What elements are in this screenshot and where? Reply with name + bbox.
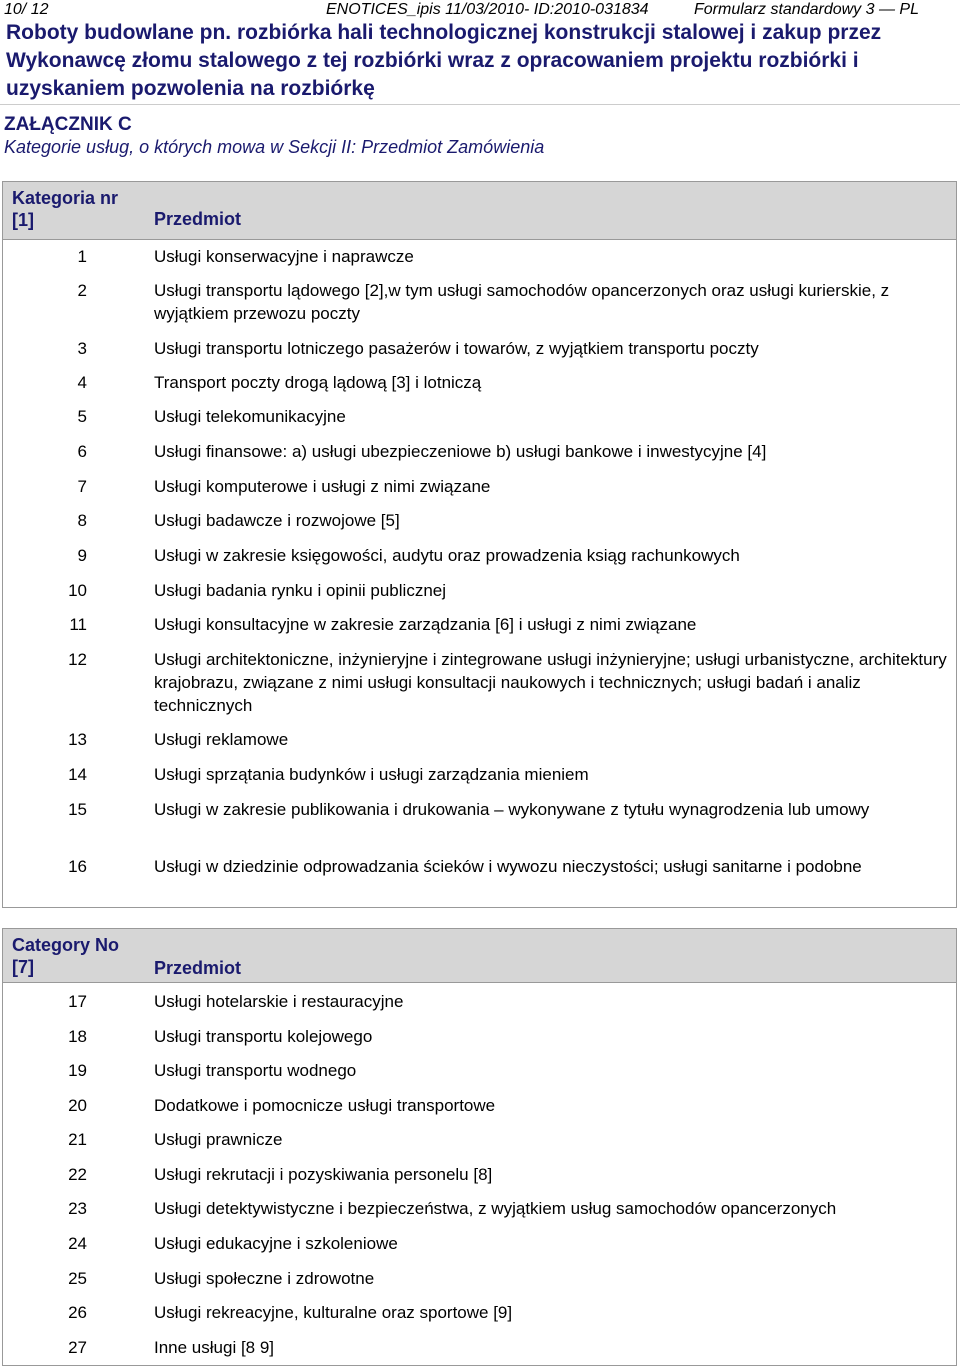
category-number: 23: [68, 1199, 87, 1218]
category-number: 12: [68, 650, 87, 669]
category-description: Usługi detektywistyczne i bezpieczeństwa, z wyjątkiem usług samochodów opancerzonych: [154, 1199, 837, 1218]
page-number: 10/ 12: [4, 1, 49, 18]
category-number: 1: [77, 247, 87, 266]
category-number: 26: [68, 1303, 87, 1322]
category-description: Usługi badawcze i rozwojowe [5]: [154, 511, 400, 530]
category-description: Usługi sprzątania budynków i usługi zarządzania mieniem: [154, 765, 589, 784]
category-description: Dodatkowe i pomocnicze usługi transportowe: [154, 1096, 496, 1115]
category-description: Usługi rekreacyjne, kulturalne oraz sportowe [9]: [154, 1303, 513, 1322]
category-number: 14: [68, 765, 87, 784]
table-header: [3, 929, 956, 983]
category-description: Usługi w dziedzinie odprowadzania ścieków i wywozu nieczystości; usługi sanitarne i podobne: [154, 857, 862, 876]
category-number: 4: [77, 373, 87, 392]
category-description: Usługi badania rynku i opinii publicznej: [154, 581, 447, 600]
category-number: 19: [68, 1061, 87, 1080]
category-description: Usługi transportu lotniczego pasażerów i towarów, z wyjątkiem transportu poczty: [154, 339, 759, 358]
category-number: 8: [77, 511, 87, 530]
category-number: 25: [68, 1269, 87, 1288]
meta-line: [0, 0, 960, 20]
category-number: 15: [68, 800, 87, 819]
column-header-subject: Przedmiot: [154, 958, 242, 978]
category-number: 27: [68, 1338, 87, 1357]
table-header: [3, 182, 956, 240]
category-number: 9: [77, 546, 87, 565]
document-title: Roboty budowlane pn. rozbiórka hali technologicznej konstrukcji stalowej i zakup przez Wykonawcę złomu stalowego z tej rozbiórki wraz z opracowaniem projektu rozbiórki i uzyskaniem pozwolenia na rozbiórkę: [6, 21, 882, 100]
page-header: [0, 0, 960, 105]
category-number: 16: [68, 857, 87, 876]
form-name: Formularz standardowy 3 — PL: [694, 1, 919, 18]
category-description: Usługi hotelarskie i restauracyjne: [154, 992, 404, 1011]
category-description: Usługi w zakresie księgowości, audytu oraz prowadzenia ksiąg rachunkowych: [154, 546, 740, 565]
category-number: 17: [68, 992, 87, 1011]
category-number: 13: [68, 730, 87, 749]
column-header-category: Category No [7]: [12, 935, 120, 977]
category-description: Usługi rekrutacji i pozyskiwania personelu [8]: [154, 1165, 493, 1184]
category-description: Usługi społeczne i zdrowotne: [154, 1269, 375, 1288]
column-header-subject: Przedmiot: [154, 209, 242, 229]
category-number: 10: [68, 581, 87, 600]
category-table-1: [2, 181, 957, 908]
category-description: Usługi w zakresie publikowania i drukowania – wykonywane z tytułu wynagrodzenia lub umowy: [154, 800, 870, 819]
category-table-2: [2, 928, 957, 1366]
category-number: 22: [68, 1165, 87, 1184]
category-description: Usługi prawnicze: [154, 1130, 283, 1149]
category-description: Usługi konserwacyjne i naprawcze: [154, 247, 414, 266]
notice-id: ENOTICES_ipis 11/03/2010- ID:2010-031834: [326, 1, 649, 18]
annex-subtitle: Kategorie usług, o których mowa w Sekcji II: Przedmiot Zamówienia: [4, 137, 545, 157]
category-description: Usługi reklamowe: [154, 730, 289, 749]
category-description: Inne usługi [8 9]: [154, 1338, 275, 1357]
category-number: 18: [68, 1027, 87, 1046]
annex-title: ZAŁĄCZNIK C: [4, 114, 132, 135]
category-description: Usługi edukacyjne i szkoleniowe: [154, 1234, 398, 1253]
category-description: Usługi transportu wodnego: [154, 1061, 357, 1080]
category-number: 2: [77, 281, 87, 300]
category-number: 6: [77, 442, 87, 461]
category-description: Usługi transportu kolejowego: [154, 1027, 373, 1046]
category-number: 7: [77, 477, 87, 496]
category-number: 11: [69, 615, 87, 634]
category-number: 20: [68, 1096, 87, 1115]
category-description: Usługi finansowe: a) usługi ubezpieczeniowe b) usługi bankowe i inwestycyjne [4]: [154, 442, 767, 461]
category-description: Usługi konsultacyjne w zakresie zarządzania [6] i usługi z nimi związane: [154, 615, 697, 634]
category-description: Transport poczty drogą lądową [3] i lotniczą: [154, 373, 482, 392]
category-number: 3: [77, 339, 87, 358]
category-description: Usługi architektoniczne, inżynieryjne i zintegrowane usługi inżynieryjne; usługi urbanistyczne, architektury krajobrazu, związane z nimi usługi konsultacji naukowych i technicznych; usługi badań i analiz technicznych: [154, 650, 947, 715]
category-description: Usługi komputerowe i usługi z nimi związane: [154, 477, 491, 496]
category-number: 24: [68, 1234, 87, 1253]
column-header-category: Kategoria nr [1]: [12, 188, 119, 230]
category-description: Usługi telekomunikacyjne: [154, 407, 346, 426]
category-number: 21: [68, 1130, 87, 1149]
category-description: Usługi transportu lądowego [2],w tym usługi samochodów opancerzonych oraz usługi kurierskie, z wyjątkiem przewozu poczty: [154, 281, 890, 323]
category-number: 5: [77, 407, 87, 426]
